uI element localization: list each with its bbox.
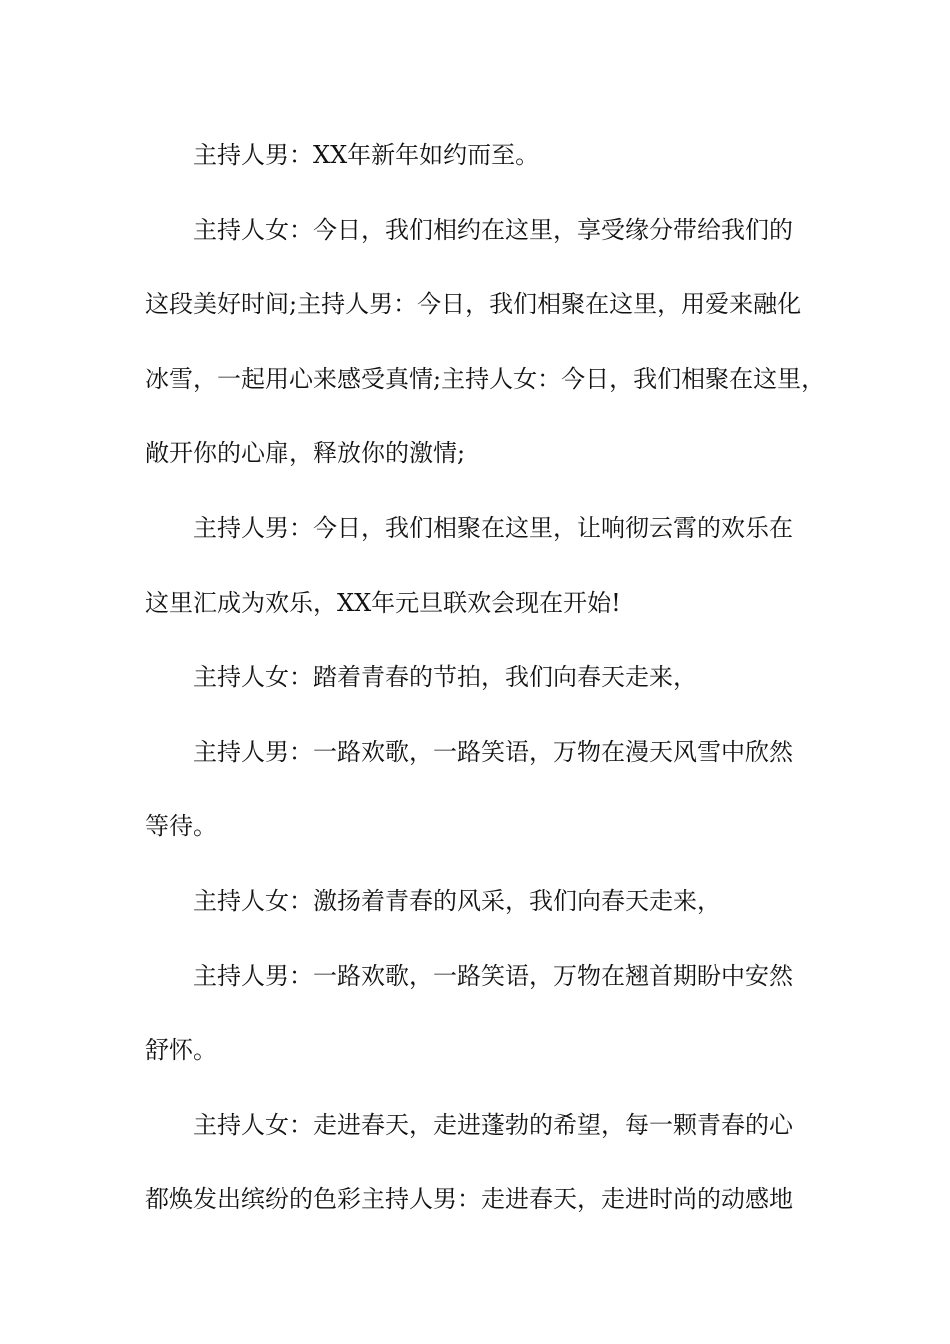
paragraph-line: 主持人女：激扬着青春的风采，我们向春天走来，	[193, 886, 721, 915]
paragraph-line: 舒怀。	[145, 1036, 217, 1065]
paragraph-line: 主持人女：走进春天，走进蓬勃的希望，每一颗青春的心	[193, 1110, 793, 1139]
paragraph-line: 这段美好时间;主持人男：今日，我们相聚在这里，用爱来融化	[145, 290, 802, 319]
paragraph-line: 敞开你的心扉，释放你的激情;	[145, 439, 466, 468]
paragraph-line: 这里汇成为欢乐，XX年元旦联欢会现在开始!	[145, 588, 621, 617]
paragraph-line: 等待。	[145, 812, 217, 841]
paragraph-line: 主持人女：踏着青春的节拍，我们向春天走来，	[193, 663, 697, 692]
paragraph-line: 都焕发出缤纷的色彩主持人男：走进春天，走进时尚的动感地	[145, 1185, 793, 1214]
paragraph-line: 冰雪，一起用心来感受真情;主持人女：今日，我们相聚在这里，	[145, 364, 826, 393]
paragraph-line: 主持人男：一路欢歌，一路笑语，万物在漫天风雪中欣然	[193, 737, 793, 766]
paragraph-line: 主持人女：今日，我们相约在这里，享受缘分带给我们的	[193, 215, 793, 244]
paragraph-line: 主持人男：XX年新年如约而至。	[193, 141, 540, 169]
document-body	[145, 128, 826, 1247]
paragraph-line: 主持人男：一路欢歌，一路笑语，万物在翘首期盼中安然	[193, 961, 793, 990]
paragraph-line: 主持人男：今日，我们相聚在这里，让响彻云霄的欢乐在	[193, 513, 793, 542]
